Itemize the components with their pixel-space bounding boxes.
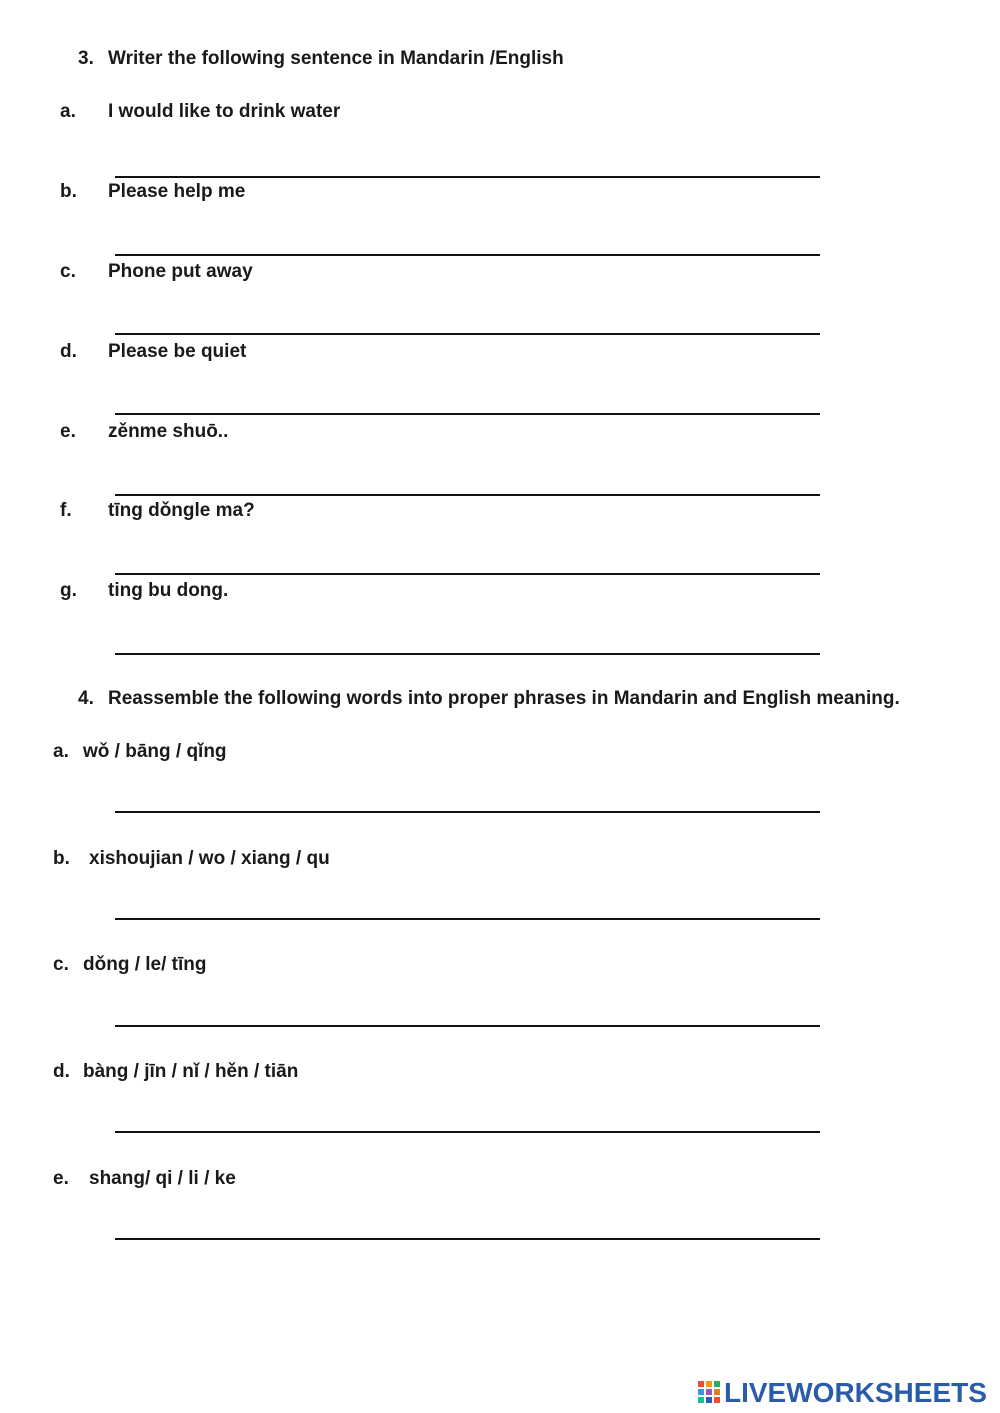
section-4-number: 4. [78,688,94,709]
item-letter: a. [53,741,69,762]
answer-line-4a[interactable] [115,811,820,813]
answer-line-4c[interactable] [115,1025,820,1027]
item-letter: a. [60,101,76,122]
item-letter: c. [60,261,76,282]
answer-line-3a[interactable] [115,176,820,178]
item-text: bàng / jīn / nǐ / hěn / tiān [83,1061,299,1082]
item-text: tīng dǒngle ma? [108,500,255,521]
section-3-number: 3. [78,48,94,69]
section-4-title-text: Reassemble the following words into proper phrases in Mandarin and English meaning. [108,688,900,709]
item-text: ting bu dong. [108,580,229,601]
item-letter: c. [53,954,69,975]
question-3e [60,421,228,443]
question-3a [60,101,340,123]
item-letter: e. [60,421,76,442]
liveworksheets-logo[interactable] [697,1378,987,1408]
item-text: zěnme shuō.. [108,421,229,442]
question-3b [60,181,245,203]
section-3-title [78,48,564,70]
section-4-title [78,688,900,710]
item-letter: d. [53,1061,70,1082]
item-text: xishoujian / wo / xiang / qu [89,848,330,869]
liveworksheets-logo-icon [697,1380,721,1406]
answer-line-3f[interactable] [115,573,820,575]
question-3f [60,500,255,522]
question-4d [53,1061,298,1083]
answer-line-3c[interactable] [115,333,820,335]
item-letter: e. [53,1168,69,1189]
question-4a [53,741,227,763]
question-3d [60,341,246,363]
answer-line-3e[interactable] [115,494,820,496]
item-text: Please be quiet [108,341,247,362]
logo-text: LIVEWORKSHEETS [724,1377,987,1408]
item-letter: f. [60,500,72,521]
item-text: shang/ qi / li / ke [89,1168,236,1189]
item-letter: d. [60,341,77,362]
answer-line-4e[interactable] [115,1238,820,1240]
item-text: dǒng / le/ tīng [83,954,207,975]
item-letter: b. [60,181,77,202]
answer-line-3g[interactable] [115,653,820,655]
answer-line-3d[interactable] [115,413,820,415]
answer-line-4b[interactable] [115,918,820,920]
item-text: Phone put away [108,261,253,282]
question-3c [60,261,253,283]
question-3g [60,580,228,602]
section-3-title-text: Writer the following sentence in Mandarin /English [108,48,564,69]
item-text: Please help me [108,181,246,202]
question-4e [53,1168,236,1190]
item-text: wǒ / bāng / qǐng [83,741,227,762]
item-text: I would like to drink water [108,101,341,122]
question-4b [53,848,330,870]
item-letter: b. [53,848,70,869]
answer-line-4d[interactable] [115,1131,820,1133]
answer-line-3b[interactable] [115,254,820,256]
item-letter: g. [60,580,77,601]
question-4c [53,954,206,976]
